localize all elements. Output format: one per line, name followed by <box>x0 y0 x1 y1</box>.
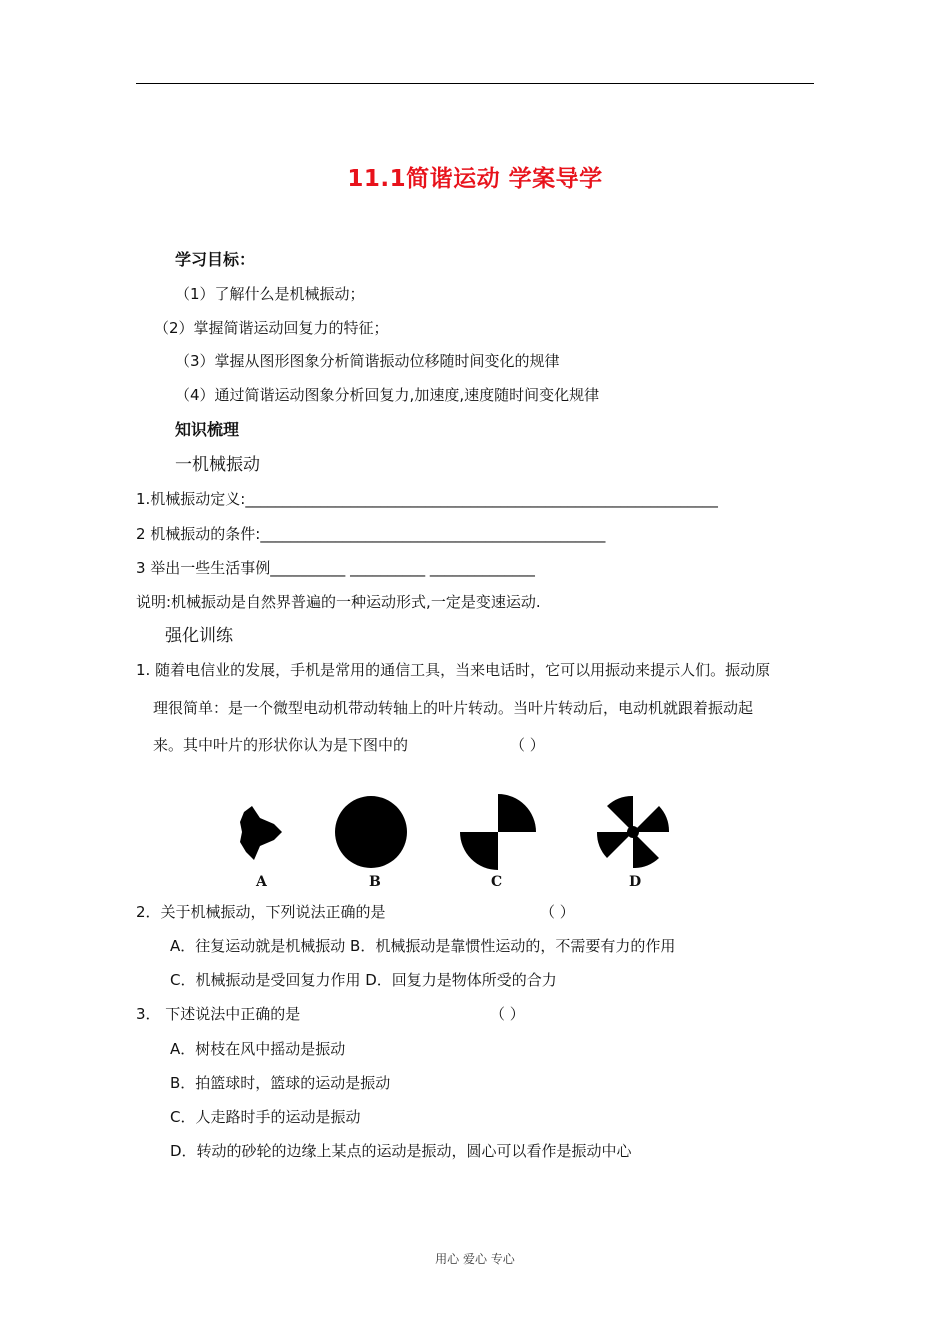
section-heading: 一机械振动 <box>175 455 260 475</box>
blade-shape-c-icon <box>458 792 538 872</box>
knowledge-heading: 知识梳理 <box>175 420 240 439</box>
option-text: C．机械振动是受回复力作用 D．回复力是物体所受的合力 <box>170 971 557 989</box>
objective-item: （4）通过简谐运动图象分析回复力,加速度,速度随时间变化规律 <box>175 386 600 404</box>
option-text: A．树枝在风中摇动是振动 <box>170 1040 346 1058</box>
question-text: 3． 下述说法中正确的是 <box>136 1005 301 1023</box>
question-text: 1. 随着电信业的发展，手机是常用的通信工具，当来电话时，它可以用振动来提示人们。振动原 <box>136 661 771 679</box>
answer-bracket: （ ） <box>540 903 575 921</box>
option-text: C．人走路时手的运动是振动 <box>170 1108 361 1126</box>
blank-question: 1.机械振动定义:_______________________________________________________________ <box>136 490 718 508</box>
blade-shape-b-icon <box>330 792 410 872</box>
note-text: 说明:机械振动是自然界普遍的一种运动形式,一定是变速运动. <box>136 593 541 611</box>
blade-shape-a-icon <box>230 792 290 872</box>
blank-question: 2 机械振动的条件:______________________________________________ <box>136 525 606 543</box>
question-text: 2．关于机械振动，下列说法正确的是 <box>136 903 386 921</box>
question-text: 理很简单：是一个微型电动机带动转轴上的叶片转动。当叶片转动后，电动机就跟着振动起 <box>153 699 754 717</box>
option-text: D．转动的砂轮的边缘上某点的运动是振动，圆心可以看作是振动中心 <box>170 1142 632 1160</box>
objective-item: （2）掌握简谐运动回复力的特征； <box>154 319 389 337</box>
figure-label-b: B <box>369 874 381 890</box>
answer-bracket: （ ） <box>490 1005 525 1023</box>
option-text: A．往复运动就是机械振动 B．机械振动是靠惯性运动的，不需要有力的作用 <box>170 937 676 955</box>
header-rule <box>136 83 814 84</box>
objective-item: （3）掌握从图形图象分析简谐振动位移随时间变化的规律 <box>175 352 560 370</box>
blade-shape-d-icon <box>593 792 673 872</box>
blade-figures <box>225 792 685 897</box>
option-text: B．拍篮球时，篮球的运动是振动 <box>170 1074 391 1092</box>
page-footer: 用心 爱心 专心 <box>435 1252 515 1266</box>
figure-label-c: C <box>491 874 503 890</box>
page-title: 11.1简谐运动 学案导学 <box>347 166 603 192</box>
figure-label-d: D <box>629 874 642 890</box>
answer-bracket: （ ） <box>510 736 545 754</box>
practice-heading: 强化训练 <box>165 626 233 646</box>
objectives-heading: 学习目标： <box>175 250 256 269</box>
objective-item: （1）了解什么是机械振动； <box>175 285 365 303</box>
figure-label-a: A <box>256 874 267 890</box>
question-text: 来。其中叶片的形状你认为是下图中的 <box>153 736 409 754</box>
blank-question: 3 举出一些生活事例__________ __________ ______________ <box>136 559 535 577</box>
